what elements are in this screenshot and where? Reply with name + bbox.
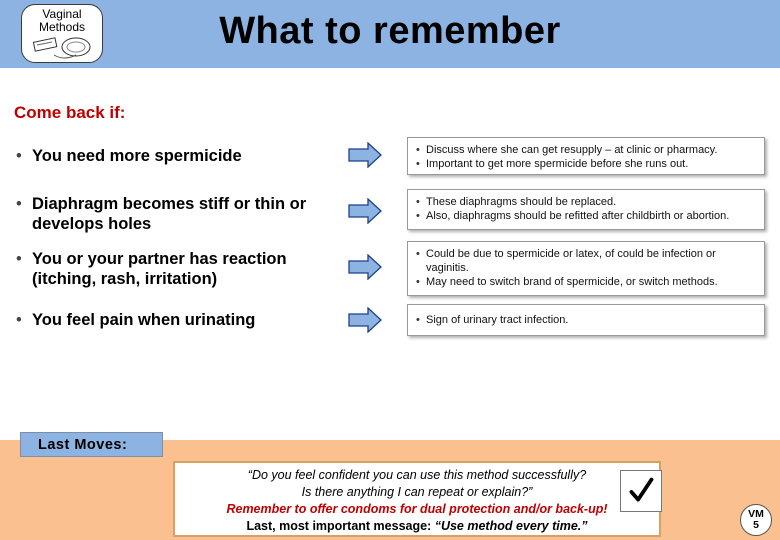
badge-code: VM (748, 508, 764, 520)
final-message (175, 518, 659, 535)
guidance-note (407, 189, 765, 230)
page-number-badge (740, 504, 772, 536)
guidance-note (407, 304, 765, 336)
reason-item (16, 249, 328, 289)
badge-line-2: Methods (38, 20, 86, 34)
final-message-quote: “Use method every time.” (434, 519, 588, 533)
badge-number: 5 (753, 519, 759, 531)
last-moves-tab: Last Moves: (20, 432, 163, 457)
reason-label: Diaphragm becomes stiff or thin or develops holes (32, 195, 307, 233)
note-item: • Sign of urinary tract infection. (416, 313, 756, 327)
note-item: • Discuss where she can get resupply – at clinic or pharmacy. (416, 143, 756, 157)
checkmark-icon (620, 470, 662, 512)
right-arrow-icon (348, 307, 382, 333)
reason-item (16, 146, 328, 166)
right-arrow-icon (348, 254, 382, 280)
note-item: • Important to get more spermicide before she runs out. (416, 157, 756, 171)
page-title: What to remember (219, 10, 561, 52)
right-arrow-icon (348, 198, 382, 224)
note-item: • May need to switch brand of spermicide, or switch methods. (416, 275, 756, 289)
condom-reminder: Remember to offer condoms for dual protection and/or back-up! (226, 502, 608, 516)
reason-label: You or your partner has reaction (itching, rash, irritation) (32, 250, 287, 288)
right-arrow-icon (348, 142, 382, 168)
final-message-prefix: Last, most important message: (246, 519, 435, 533)
badge-line-1: Vaginal (42, 7, 82, 21)
question-line-1: “Do you feel confident you can use this method successfully? (247, 468, 587, 482)
note-item: • Also, diaphragms should be refitted after childbirth or abortion. (416, 209, 756, 223)
reason-item (16, 310, 328, 330)
reason-label: You feel pain when urinating (32, 311, 256, 329)
note-item: • These diaphragms should be replaced. (416, 195, 756, 209)
bullet-icon: • (16, 250, 22, 268)
section-heading: Come back if: (14, 103, 126, 122)
reason-label: You need more spermicide (32, 147, 242, 165)
bullet-icon: • (16, 311, 22, 329)
question-line-2: Is there anything I can repeat or explain?” (301, 485, 533, 499)
guidance-note (407, 241, 765, 296)
reason-item (16, 194, 328, 234)
note-item: • Could be due to spermicide or latex, of could be infection or vaginitis. (416, 247, 756, 275)
last-moves-box (173, 461, 661, 537)
guidance-note (407, 137, 765, 175)
bullet-icon: • (16, 147, 22, 165)
bullet-icon: • (16, 195, 22, 213)
